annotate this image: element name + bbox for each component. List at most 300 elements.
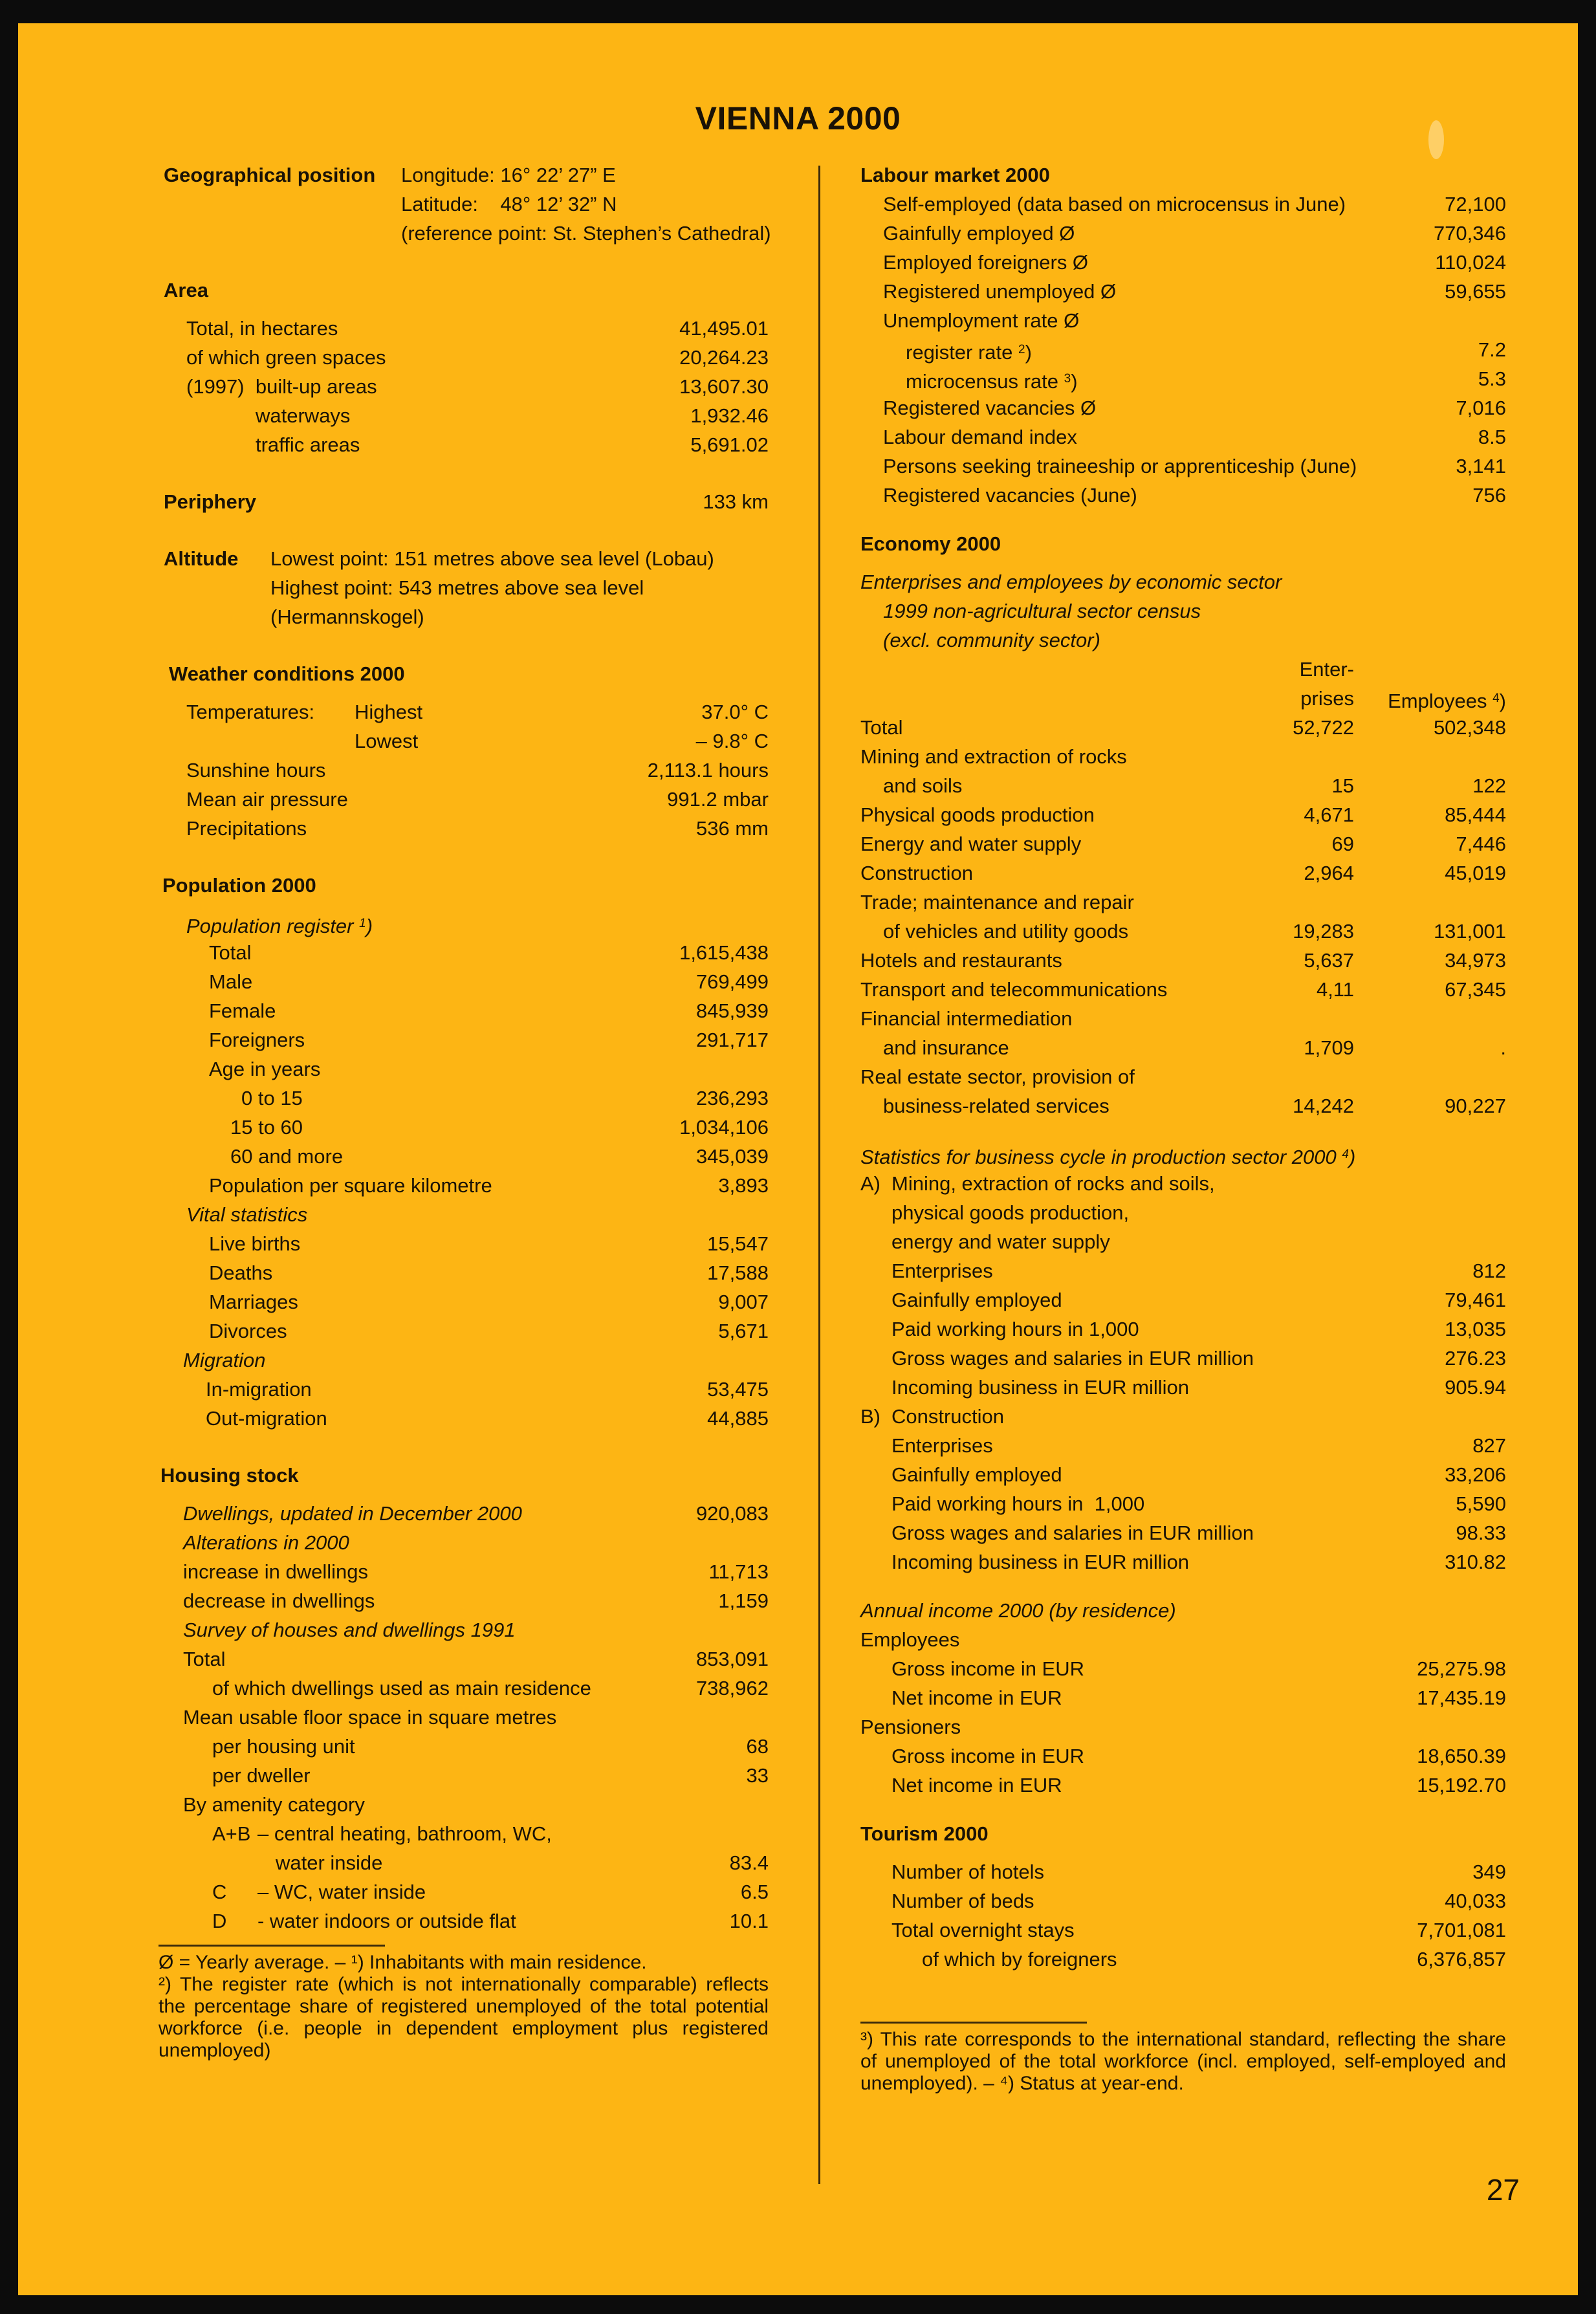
housing-row <box>141 1586 769 1615</box>
economy-sub <box>860 626 1506 655</box>
housing-row <box>141 1499 769 1528</box>
area-value: 20,264.23 <box>679 346 769 369</box>
pop-row <box>141 1375 769 1404</box>
footnote-ref: 4 <box>1342 1148 1349 1161</box>
labour-row <box>860 219 1506 248</box>
cycle-value: 13,035 <box>1445 1318 1506 1340</box>
area-value: 41,495.01 <box>679 317 769 340</box>
cycle-row <box>860 1256 1506 1285</box>
housing-row <box>141 1557 769 1586</box>
weather-heading-row <box>141 659 769 688</box>
housing-label: Mean usable floor space in square metres <box>183 1706 557 1729</box>
pop-label: In-migration <box>206 1378 312 1401</box>
economy-subtitle: 1999 non-agricultural sector census <box>883 600 1201 622</box>
cycle-row <box>860 1344 1506 1373</box>
footnote-left-line1: Ø = Yearly average. – ¹) Inhabitants with main residence. <box>159 1952 647 1973</box>
column-divider <box>818 166 820 2184</box>
geo-heading: Geographical position <box>164 164 376 186</box>
footnote-left-line2: ²) The register rate (which is not internationally comparable) reflects the percentage share of registered unemployed of the total potential workforce (i.e. people in dependent employment plus registered unemployed) <box>159 1974 769 2061</box>
weather-heading: Weather conditions 2000 <box>169 662 405 685</box>
housing-value: 920,083 <box>695 1502 769 1525</box>
cycle-label: Enterprises <box>891 1434 993 1457</box>
economy-subtitle: Enterprises and employees by economic sector <box>860 571 1282 593</box>
area-value: 5,691.02 <box>690 433 769 456</box>
income-row <box>860 1654 1506 1683</box>
cycle-row <box>860 1518 1506 1547</box>
housing-heading-row <box>141 1461 769 1490</box>
cycle-label: Gainfully employed <box>891 1289 1062 1311</box>
economy-row <box>860 771 1506 800</box>
page-number: 27 <box>1486 2173 1520 2207</box>
economy-row <box>860 742 1506 771</box>
labour-label: Self-employed (data based on microcensus in June) <box>883 193 1346 215</box>
labour-label: Gainfully employed Ø <box>883 222 1075 245</box>
tourism-label: of which by foreigners <box>922 1948 1117 1970</box>
sector-label: Mining and extraction of rocks <box>860 745 1127 768</box>
cycle-title: Construction <box>891 1405 1005 1428</box>
cycle-label: Incoming business in EUR million <box>891 1376 1190 1399</box>
pop-row <box>141 1258 769 1287</box>
sector-label: Financial intermediation <box>860 1007 1073 1030</box>
income-heading: Annual income 2000 (by residence) <box>860 1599 1176 1622</box>
cycle-row <box>860 1169 1506 1198</box>
amenity-value: 10.1 <box>729 1910 769 1932</box>
cycle-label: Enterprises <box>891 1260 993 1282</box>
economy-row <box>860 946 1506 975</box>
sector-label: and insurance <box>883 1036 1009 1059</box>
weather-label: Precipitations <box>186 817 307 840</box>
income-heading-row <box>860 1596 1506 1625</box>
income-label: Gross income in EUR <box>891 1657 1085 1680</box>
tourism-row <box>860 1857 1506 1886</box>
cycle-value: 812 <box>1472 1260 1506 1282</box>
left-column <box>141 160 769 2062</box>
tourism-value: 349 <box>1472 1861 1506 1883</box>
tourism-label: Number of beds <box>891 1890 1034 1912</box>
enterprises-value: 4,11 <box>1316 978 1354 1001</box>
labour-row <box>860 393 1506 422</box>
sector-label: Physical goods production <box>860 803 1095 826</box>
cycle-value: 79,461 <box>1445 1289 1506 1311</box>
pop-row <box>141 967 769 996</box>
cycle-value: 5,590 <box>1456 1492 1506 1515</box>
labour-value: 770,346 <box>1433 222 1506 245</box>
cycle-value: 33,206 <box>1445 1463 1506 1486</box>
economy-row <box>860 713 1506 742</box>
amenity-row <box>141 1877 769 1906</box>
cycle-label: Gross wages and salaries in EUR million <box>891 1347 1254 1370</box>
pop-value: 1,034,106 <box>679 1116 769 1139</box>
amenity-code: D <box>212 1910 227 1932</box>
income-label: Net income in EUR <box>891 1686 1062 1709</box>
cycle-value: 827 <box>1472 1434 1506 1457</box>
weather-row <box>141 756 769 785</box>
pop-value: 44,885 <box>707 1407 769 1430</box>
cycle-row <box>860 1285 1506 1315</box>
altitude-row-1 <box>141 544 769 573</box>
labour-value: 5.3 <box>1478 367 1506 390</box>
labour-label: Labour demand index <box>883 426 1077 448</box>
cycle-title: Mining, extraction of rocks and soils, <box>891 1172 1215 1195</box>
migration-label: Migration <box>183 1349 266 1371</box>
enterprises-value: 5,637 <box>1304 949 1354 972</box>
pop-value: 1,615,438 <box>679 941 769 964</box>
housing-label: of which dwellings used as main residence <box>212 1677 591 1699</box>
pop-row <box>141 1229 769 1258</box>
footnote-rule <box>159 1945 385 1947</box>
employees-value: 85,444 <box>1445 803 1506 826</box>
right-column <box>860 160 1506 2095</box>
cycle-label: Paid working hours in 1,000 <box>891 1318 1139 1340</box>
tourism-value: 40,033 <box>1445 1890 1506 1912</box>
weather-value: 536 mm <box>696 817 769 840</box>
sector-label: Total <box>860 716 903 739</box>
pop-label: 15 to 60 <box>230 1116 303 1139</box>
tourism-heading-row <box>860 1819 1506 1848</box>
housing-row <box>141 1732 769 1761</box>
altitude-heading: Altitude <box>164 547 239 570</box>
weather-row <box>141 726 769 756</box>
economy-sub <box>860 596 1506 626</box>
geo-row-3 <box>141 219 769 248</box>
periphery-heading: Periphery <box>164 490 257 513</box>
tourism-row <box>860 1916 1506 1945</box>
housing-label: decrease in dwellings <box>183 1589 375 1612</box>
economy-heading: Economy 2000 <box>860 532 1001 555</box>
col-header-enterprises: prises <box>1300 687 1354 710</box>
pop-value: 845,939 <box>695 999 769 1022</box>
pop-row <box>141 1054 769 1084</box>
labour-value: 7,016 <box>1456 397 1506 419</box>
amenity-text: - water indoors or outside flat <box>257 1910 516 1932</box>
housing-label: increase in dwellings <box>183 1560 369 1583</box>
area-heading: Area <box>164 279 208 301</box>
population-register-row: Population register $^1$) <box>186 915 373 937</box>
altitude-highest: Highest point: 543 metres above sea level <box>270 576 644 599</box>
economy-row <box>860 1062 1506 1091</box>
footnote-ref: 4 <box>1492 692 1500 705</box>
labour-row <box>860 481 1506 510</box>
income-value: 17,435.19 <box>1417 1686 1506 1709</box>
pop-row <box>141 1113 769 1142</box>
sector-label: Real estate sector, provision of <box>860 1065 1135 1088</box>
amenity-text: – central heating, bathroom, WC, <box>257 1822 552 1845</box>
employees-value: 67,345 <box>1445 978 1506 1001</box>
amenity-text: water inside <box>276 1851 383 1874</box>
income-group: Pensioners <box>860 1716 961 1738</box>
footnote-rule <box>860 2022 1087 2024</box>
cycle-row <box>860 1489 1506 1518</box>
pop-row <box>141 1171 769 1200</box>
amenity-value: 6.5 <box>740 1881 769 1903</box>
housing-label: Total <box>183 1648 226 1670</box>
tourism-heading: Tourism 2000 <box>860 1822 989 1845</box>
economy-row <box>860 1091 1506 1120</box>
economy-row <box>860 1004 1506 1033</box>
pop-value: 53,475 <box>707 1378 769 1401</box>
weather-row <box>141 697 769 726</box>
cycle-label: Incoming business in EUR million <box>891 1551 1190 1573</box>
pop-row <box>141 1084 769 1113</box>
pop-label: Divorces <box>209 1320 287 1342</box>
pop-value: 9,007 <box>718 1291 769 1313</box>
employees-value: . <box>1500 1036 1506 1059</box>
footnote-ref: 2 <box>1018 343 1025 356</box>
income-value: 18,650.39 <box>1417 1745 1506 1767</box>
housing-row <box>141 1703 769 1732</box>
housing-row <box>141 1615 769 1644</box>
cycle-label: Gainfully employed <box>891 1463 1062 1486</box>
pop-label: Male <box>209 970 253 993</box>
labour-label: Persons seeking traineeship or apprenticeship (June) <box>883 455 1357 477</box>
employees-value: 7,446 <box>1456 833 1506 855</box>
footnote-ref: 3 <box>1064 372 1071 386</box>
cycle-label: Gross wages and salaries in EUR million <box>891 1522 1254 1544</box>
housing-label: per dweller <box>212 1764 311 1787</box>
weather-row <box>141 814 769 843</box>
employees-value: 131,001 <box>1433 920 1506 943</box>
income-group: Employees <box>860 1628 960 1651</box>
income-row <box>860 1712 1506 1741</box>
cycle-row <box>860 1315 1506 1344</box>
altitude-location: (Hermannskogel) <box>270 606 424 628</box>
employees-value: 34,973 <box>1445 949 1506 972</box>
amenity-row <box>141 1848 769 1877</box>
pop-label: Out-migration <box>206 1407 327 1430</box>
footnote-right: ³) This rate corresponds to the international standard, reflecting the share of unemployed of the total workforce (incl. employed, self-employed and unemployed). – ⁴) Status at year-end. <box>860 2029 1506 2094</box>
sector-label: Hotels and restaurants <box>860 949 1062 972</box>
labour-label: register rate <box>906 341 1013 364</box>
sector-label: Trade; maintenance and repair <box>860 891 1134 913</box>
pop-row <box>141 1346 769 1375</box>
geo-latitude: Latitude: 48° 12’ 32” N <box>401 193 617 215</box>
cycle-row <box>860 1402 1506 1431</box>
cycle-row <box>860 1373 1506 1402</box>
cycle-title: energy and water supply <box>891 1230 1110 1253</box>
pop-label: Live births <box>209 1232 301 1255</box>
sector-label: and soils <box>883 774 963 797</box>
pop-row <box>141 1200 769 1229</box>
labour-row <box>860 190 1506 219</box>
weather-label: Mean air pressure <box>186 788 348 811</box>
pop-row <box>141 996 769 1025</box>
labour-row <box>860 422 1506 452</box>
labour-row <box>860 277 1506 306</box>
cycle-label: Paid working hours in 1,000 <box>891 1492 1145 1515</box>
pop-value: 236,293 <box>695 1087 769 1109</box>
area-row <box>141 372 769 401</box>
sector-label: Construction <box>860 862 974 884</box>
enterprises-value: 19,283 <box>1293 920 1354 943</box>
lowest-value: – 9.8° C <box>695 730 769 752</box>
economy-row <box>860 917 1506 946</box>
housing-label: Survey of houses and dwellings 1991 <box>183 1619 516 1641</box>
amenity-row <box>141 1819 769 1848</box>
pop-label: 60 and more <box>230 1145 344 1168</box>
labour-value: 59,655 <box>1445 280 1506 303</box>
enterprises-value: 69 <box>1331 833 1354 855</box>
col-header-employees: Employees <box>1388 690 1487 712</box>
cycle-value: 98.33 <box>1456 1522 1506 1544</box>
sector-label: business-related services <box>883 1095 1110 1117</box>
economy-row <box>860 1033 1506 1062</box>
tourism-row <box>860 1945 1506 1974</box>
housing-row <box>141 1674 769 1703</box>
sector-label: of vehicles and utility goods <box>883 920 1129 943</box>
pop-label: Female <box>209 999 276 1022</box>
pop-value: 5,671 <box>718 1320 769 1342</box>
pop-row <box>141 1287 769 1316</box>
col-header-enterprises: Enter- <box>1299 658 1354 681</box>
housing-row <box>141 1644 769 1674</box>
weather-value: 991.2 mbar <box>667 788 769 811</box>
cycle-row <box>860 1547 1506 1577</box>
amenity-text: – WC, water inside <box>257 1881 426 1903</box>
cycle-row <box>860 1227 1506 1256</box>
labour-label: microcensus rate <box>906 370 1059 393</box>
population-heading-row <box>141 871 769 900</box>
amenity-value: 83.4 <box>729 1851 769 1874</box>
pop-row <box>141 938 769 967</box>
cycle-row <box>860 1431 1506 1460</box>
periphery-row <box>141 487 769 516</box>
pop-label: Total <box>209 941 252 964</box>
weather-row <box>141 785 769 814</box>
area-label: (1997) built-up areas <box>186 375 377 398</box>
geo-row-2 <box>141 190 769 219</box>
enterprises-value: 1,709 <box>1304 1036 1354 1059</box>
income-row <box>860 1625 1506 1654</box>
income-value: 25,275.98 <box>1417 1657 1506 1680</box>
labour-value: 72,100 <box>1445 193 1506 215</box>
enterprises-value: 4,671 <box>1304 803 1354 826</box>
altitude-row-3 <box>141 602 769 631</box>
area-label: of which green spaces <box>186 346 386 369</box>
labour-label: Registered vacancies Ø <box>883 397 1097 419</box>
weather-label: Sunshine hours <box>186 759 326 781</box>
labour-value: 756 <box>1472 484 1506 507</box>
periphery-value: 133 km <box>703 490 769 513</box>
labour-label: Employed foreigners Ø <box>883 251 1089 274</box>
tourism-label: Total overnight stays <box>891 1919 1075 1941</box>
pop-value: 769,499 <box>695 970 769 993</box>
area-row <box>141 430 769 459</box>
area-value: 1,932.46 <box>690 404 769 427</box>
pop-label: Population per square kilometre <box>209 1174 492 1197</box>
pop-value: 291,717 <box>695 1029 769 1051</box>
employees-value: 45,019 <box>1445 862 1506 884</box>
geo-row-1 <box>141 160 769 190</box>
area-label: traffic areas <box>256 433 360 456</box>
housing-label: Alterations in 2000 <box>183 1531 349 1554</box>
document-page <box>18 23 1578 2295</box>
temperatures-label: Temperatures: <box>186 701 315 723</box>
labour-heading: Labour market 2000 <box>860 164 1050 186</box>
area-heading-row <box>141 276 769 305</box>
economy-subtitle: (excl. community sector) <box>883 629 1100 651</box>
income-value: 15,192.70 <box>1417 1774 1506 1796</box>
economy-sub <box>860 567 1506 596</box>
cycle-row <box>860 1198 1506 1227</box>
area-row <box>141 401 769 430</box>
housing-label: By amenity category <box>183 1793 365 1816</box>
housing-value: 1,159 <box>718 1589 769 1612</box>
tourism-row <box>860 1886 1506 1916</box>
weather-value: 2,113.1 hours <box>647 759 769 781</box>
area-label: waterways <box>256 404 351 427</box>
tourism-value: 6,376,857 <box>1417 1948 1506 1970</box>
area-row <box>141 343 769 372</box>
pop-label: Age in years <box>209 1058 321 1080</box>
altitude-row-2 <box>141 573 769 602</box>
population-heading: Population 2000 <box>162 874 316 897</box>
labour-row <box>860 452 1506 481</box>
economy-col-header: prises Employees $^4$) <box>860 684 1506 713</box>
tourism-label: Number of hotels <box>891 1861 1045 1883</box>
pop-label: Deaths <box>209 1261 273 1284</box>
labour-row <box>860 248 1506 277</box>
cycle-row <box>860 1460 1506 1489</box>
pop-row <box>141 1316 769 1346</box>
enterprises-value: 14,242 <box>1293 1095 1354 1117</box>
lowest-label: Lowest <box>355 730 419 752</box>
pop-label: Foreigners <box>209 1029 305 1051</box>
cycle-code: A) <box>860 1172 880 1195</box>
income-label: Gross income in EUR <box>891 1745 1085 1767</box>
tourism-value: 7,701,081 <box>1417 1919 1506 1941</box>
housing-value: 738,962 <box>695 1677 769 1699</box>
housing-heading: Housing stock <box>160 1464 299 1487</box>
housing-value: 11,713 <box>708 1560 769 1583</box>
economy-heading-row <box>860 529 1506 558</box>
labour-label: Registered unemployed Ø <box>883 280 1117 303</box>
housing-row <box>141 1761 769 1790</box>
pop-row <box>141 1404 769 1433</box>
employees-value: 90,227 <box>1445 1095 1506 1117</box>
highest-value: 37.0° C <box>701 701 769 723</box>
labour-label: Registered vacancies (June) <box>883 484 1137 507</box>
cycle-value: 276.23 <box>1445 1347 1506 1370</box>
economy-row <box>860 800 1506 829</box>
pop-value: 345,039 <box>695 1145 769 1168</box>
cycle-heading: Statistics for business cycle in production sector 2000 <box>860 1146 1337 1168</box>
labour-label: Unemployment rate Ø <box>883 309 1080 332</box>
pop-row <box>141 1142 769 1171</box>
income-row <box>860 1771 1506 1800</box>
housing-label: per housing unit <box>212 1735 355 1758</box>
altitude-lowest: Lowest point: 151 metres above sea level (Lobau) <box>270 547 714 570</box>
pop-value: 15,547 <box>707 1232 769 1255</box>
amenity-row <box>141 1906 769 1936</box>
amenity-code: C <box>212 1881 227 1903</box>
housing-value: 68 <box>746 1735 769 1758</box>
pop-value: 3,893 <box>718 1174 769 1197</box>
vital-label: Vital statistics <box>186 1203 308 1226</box>
housing-row <box>141 1790 769 1819</box>
cycle-value: 905.94 <box>1445 1376 1506 1399</box>
housing-label: Dwellings, updated in December 2000 <box>183 1502 522 1525</box>
labour-heading-row <box>860 160 1506 190</box>
page-title: VIENNA 2000 <box>695 100 901 136</box>
income-label: Net income in EUR <box>891 1774 1062 1796</box>
labour-row <box>860 306 1506 335</box>
labour-value: 7.2 <box>1478 338 1506 361</box>
housing-row <box>141 1528 769 1557</box>
housing-value: 853,091 <box>695 1648 769 1670</box>
pop-label: Marriages <box>209 1291 298 1313</box>
cycle-code: B) <box>860 1405 880 1428</box>
labour-row: register rate $^2$) 7.2 <box>860 335 1506 364</box>
